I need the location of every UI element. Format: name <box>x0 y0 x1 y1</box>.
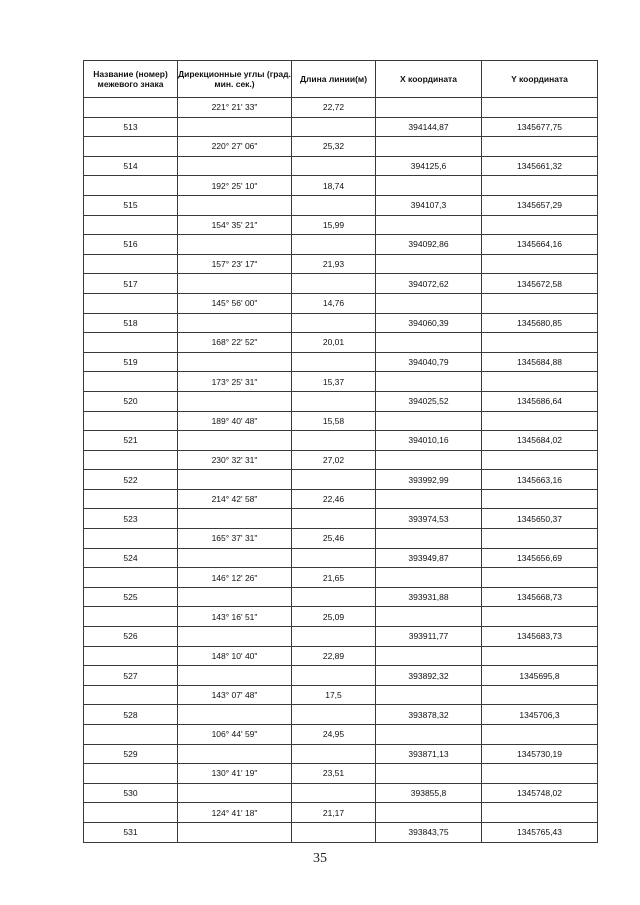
y-coordinate-cell <box>482 646 598 666</box>
y-coordinate-cell <box>482 215 598 235</box>
marker-name-cell <box>84 176 178 196</box>
y-coordinate-cell <box>482 568 598 588</box>
header-y-coordinate: Y координата <box>482 61 598 98</box>
x-coordinate-cell: 394072,62 <box>376 274 482 294</box>
table-row <box>84 98 598 118</box>
table-row <box>84 646 598 666</box>
y-coordinate-cell: 1345695,8 <box>482 666 598 686</box>
marker-name-cell <box>84 293 178 313</box>
x-coordinate-cell <box>376 607 482 627</box>
line-length-cell <box>292 548 376 568</box>
marker-name-cell <box>84 646 178 666</box>
line-length-cell <box>292 783 376 803</box>
y-coordinate-cell: 1345661,32 <box>482 156 598 176</box>
table-row <box>84 783 598 803</box>
x-coordinate-cell <box>376 176 482 196</box>
bearing-cell <box>178 117 292 137</box>
line-length-cell <box>292 274 376 294</box>
bearing-cell <box>178 431 292 451</box>
y-coordinate-cell <box>482 372 598 392</box>
marker-name-cell: 528 <box>84 705 178 725</box>
bearing-cell: 214° 42' 58" <box>178 489 292 509</box>
survey-table <box>83 60 598 843</box>
line-length-cell <box>292 117 376 137</box>
table-row <box>84 352 598 372</box>
line-length-cell <box>292 235 376 255</box>
bearing-cell <box>178 195 292 215</box>
bearing-cell <box>178 313 292 333</box>
y-coordinate-cell: 1345663,16 <box>482 470 598 490</box>
table-row <box>84 313 598 333</box>
table-row <box>84 725 598 745</box>
line-length-cell: 22,72 <box>292 98 376 118</box>
line-length-cell: 27,02 <box>292 450 376 470</box>
bearing-cell: 143° 16' 51" <box>178 607 292 627</box>
bearing-cell <box>178 666 292 686</box>
marker-name-cell: 514 <box>84 156 178 176</box>
table-row <box>84 685 598 705</box>
x-coordinate-cell: 393911,77 <box>376 627 482 647</box>
line-length-cell <box>292 627 376 647</box>
marker-name-cell <box>84 685 178 705</box>
y-coordinate-cell: 1345650,37 <box>482 509 598 529</box>
line-length-cell: 24,95 <box>292 725 376 745</box>
line-length-cell: 18,74 <box>292 176 376 196</box>
y-coordinate-cell: 1345672,58 <box>482 274 598 294</box>
y-coordinate-cell: 1345706,3 <box>482 705 598 725</box>
table-row <box>84 529 598 549</box>
bearing-cell: 189° 40' 48" <box>178 411 292 431</box>
table-row <box>84 391 598 411</box>
header-line-length: Длина линии(м) <box>292 61 376 98</box>
marker-name-cell <box>84 529 178 549</box>
x-coordinate-cell: 393949,87 <box>376 548 482 568</box>
bearing-cell <box>178 587 292 607</box>
table-header-row <box>84 61 598 98</box>
y-coordinate-cell <box>482 685 598 705</box>
x-coordinate-cell <box>376 333 482 353</box>
x-coordinate-cell <box>376 215 482 235</box>
table-row <box>84 156 598 176</box>
x-coordinate-cell <box>376 685 482 705</box>
marker-name-cell: 527 <box>84 666 178 686</box>
x-coordinate-cell: 394060,39 <box>376 313 482 333</box>
marker-name-cell: 530 <box>84 783 178 803</box>
bearing-cell <box>178 470 292 490</box>
marker-name-cell: 519 <box>84 352 178 372</box>
y-coordinate-cell: 1345686,64 <box>482 391 598 411</box>
table-row <box>84 274 598 294</box>
line-length-cell <box>292 313 376 333</box>
y-coordinate-cell <box>482 607 598 627</box>
table-row <box>84 744 598 764</box>
line-length-cell: 21,65 <box>292 568 376 588</box>
table-row <box>84 372 598 392</box>
line-length-cell: 14,76 <box>292 293 376 313</box>
table-row <box>84 568 598 588</box>
x-coordinate-cell: 394125,6 <box>376 156 482 176</box>
line-length-cell <box>292 391 376 411</box>
x-coordinate-cell <box>376 725 482 745</box>
line-length-cell <box>292 744 376 764</box>
x-coordinate-cell: 393843,75 <box>376 822 482 842</box>
bearing-cell <box>178 627 292 647</box>
x-coordinate-cell <box>376 98 482 118</box>
y-coordinate-cell <box>482 176 598 196</box>
y-coordinate-cell <box>482 803 598 823</box>
line-length-cell: 25,32 <box>292 137 376 157</box>
x-coordinate-cell <box>376 646 482 666</box>
bearing-cell: 143° 07' 48" <box>178 685 292 705</box>
bearing-cell <box>178 391 292 411</box>
x-coordinate-cell <box>376 137 482 157</box>
y-coordinate-cell: 1345677,75 <box>482 117 598 137</box>
marker-name-cell <box>84 607 178 627</box>
header-bearing: Дирекционные углы (град. мин. сек.) <box>178 61 292 98</box>
table-row <box>84 215 598 235</box>
bearing-cell: 168° 22' 52" <box>178 333 292 353</box>
table-row <box>84 293 598 313</box>
x-coordinate-cell: 394040,79 <box>376 352 482 372</box>
bearing-cell: 230° 32' 31" <box>178 450 292 470</box>
y-coordinate-cell <box>482 98 598 118</box>
x-coordinate-cell <box>376 568 482 588</box>
x-coordinate-cell: 393974,53 <box>376 509 482 529</box>
table-row <box>84 509 598 529</box>
marker-name-cell: 515 <box>84 195 178 215</box>
x-coordinate-cell <box>376 529 482 549</box>
bearing-cell <box>178 235 292 255</box>
x-coordinate-cell: 394010,16 <box>376 431 482 451</box>
x-coordinate-cell: 394025,52 <box>376 391 482 411</box>
marker-name-cell <box>84 725 178 745</box>
bearing-cell: 146° 12' 26" <box>178 568 292 588</box>
line-length-cell: 15,99 <box>292 215 376 235</box>
table-row <box>84 254 598 274</box>
line-length-cell <box>292 666 376 686</box>
page-number: 35 <box>313 851 327 866</box>
table-row <box>84 411 598 431</box>
bearing-cell <box>178 156 292 176</box>
x-coordinate-cell <box>376 293 482 313</box>
y-coordinate-cell <box>482 137 598 157</box>
line-length-cell: 23,51 <box>292 764 376 784</box>
y-coordinate-cell: 1345668,73 <box>482 587 598 607</box>
table-row <box>84 666 598 686</box>
marker-name-cell: 520 <box>84 391 178 411</box>
bearing-cell: 165° 37' 31" <box>178 529 292 549</box>
table-row <box>84 705 598 725</box>
y-coordinate-cell <box>482 293 598 313</box>
y-coordinate-cell <box>482 489 598 509</box>
bearing-cell: 130° 41' 19" <box>178 764 292 784</box>
x-coordinate-cell: 393931,88 <box>376 587 482 607</box>
x-coordinate-cell: 393878,32 <box>376 705 482 725</box>
marker-name-cell: 516 <box>84 235 178 255</box>
header-x-coordinate: X координата <box>376 61 482 98</box>
line-length-cell <box>292 587 376 607</box>
x-coordinate-cell <box>376 489 482 509</box>
bearing-cell <box>178 509 292 529</box>
marker-name-cell: 518 <box>84 313 178 333</box>
bearing-cell <box>178 783 292 803</box>
marker-name-cell <box>84 137 178 157</box>
marker-name-cell <box>84 254 178 274</box>
table-row <box>84 176 598 196</box>
x-coordinate-cell <box>376 372 482 392</box>
y-coordinate-cell: 1345765,43 <box>482 822 598 842</box>
bearing-cell: 148° 10' 40" <box>178 646 292 666</box>
line-length-cell: 25,09 <box>292 607 376 627</box>
y-coordinate-cell: 1345664,16 <box>482 235 598 255</box>
table-row <box>84 470 598 490</box>
bearing-cell: 173° 25' 31" <box>178 372 292 392</box>
table-row <box>84 235 598 255</box>
line-length-cell <box>292 509 376 529</box>
bearing-cell: 124° 41' 18" <box>178 803 292 823</box>
y-coordinate-cell <box>482 411 598 431</box>
bearing-cell: 192° 25' 10" <box>178 176 292 196</box>
marker-name-cell: 522 <box>84 470 178 490</box>
bearing-cell: 154° 35' 21" <box>178 215 292 235</box>
line-length-cell: 17,5 <box>292 685 376 705</box>
table-row <box>84 431 598 451</box>
line-length-cell: 21,17 <box>292 803 376 823</box>
y-coordinate-cell <box>482 725 598 745</box>
line-length-cell: 21,93 <box>292 254 376 274</box>
marker-name-cell: 531 <box>84 822 178 842</box>
marker-name-cell <box>84 411 178 431</box>
table-row <box>84 627 598 647</box>
bearing-cell: 106° 44' 59" <box>178 725 292 745</box>
x-coordinate-cell: 393855,8 <box>376 783 482 803</box>
marker-name-cell <box>84 489 178 509</box>
marker-name-cell: 513 <box>84 117 178 137</box>
marker-name-cell: 523 <box>84 509 178 529</box>
bearing-cell <box>178 744 292 764</box>
line-length-cell: 15,58 <box>292 411 376 431</box>
bearing-cell: 145° 56' 00" <box>178 293 292 313</box>
line-length-cell <box>292 431 376 451</box>
marker-name-cell <box>84 215 178 235</box>
marker-name-cell: 529 <box>84 744 178 764</box>
y-coordinate-cell: 1345684,88 <box>482 352 598 372</box>
marker-name-cell: 526 <box>84 627 178 647</box>
marker-name-cell <box>84 568 178 588</box>
y-coordinate-cell: 1345680,85 <box>482 313 598 333</box>
header-marker-name: Название (номер) межевого знака <box>84 61 178 98</box>
x-coordinate-cell: 393871,13 <box>376 744 482 764</box>
line-length-cell <box>292 822 376 842</box>
table-row <box>84 489 598 509</box>
x-coordinate-cell: 393892,32 <box>376 666 482 686</box>
table-row <box>84 117 598 137</box>
y-coordinate-cell: 1345748,02 <box>482 783 598 803</box>
table-row <box>84 548 598 568</box>
line-length-cell: 22,89 <box>292 646 376 666</box>
line-length-cell <box>292 352 376 372</box>
table-row <box>84 803 598 823</box>
table-row <box>84 137 598 157</box>
y-coordinate-cell <box>482 764 598 784</box>
marker-name-cell: 525 <box>84 587 178 607</box>
y-coordinate-cell <box>482 254 598 274</box>
line-length-cell <box>292 705 376 725</box>
marker-name-cell: 524 <box>84 548 178 568</box>
marker-name-cell <box>84 450 178 470</box>
bearing-cell <box>178 548 292 568</box>
bearing-cell <box>178 274 292 294</box>
x-coordinate-cell: 394144,87 <box>376 117 482 137</box>
bearing-cell <box>178 705 292 725</box>
line-length-cell <box>292 470 376 490</box>
x-coordinate-cell <box>376 411 482 431</box>
table-row <box>84 764 598 784</box>
y-coordinate-cell <box>482 450 598 470</box>
table-row <box>84 333 598 353</box>
table-row <box>84 195 598 215</box>
line-length-cell: 15,37 <box>292 372 376 392</box>
marker-name-cell <box>84 372 178 392</box>
line-length-cell <box>292 195 376 215</box>
x-coordinate-cell: 394092,86 <box>376 235 482 255</box>
bearing-cell <box>178 822 292 842</box>
y-coordinate-cell: 1345683,73 <box>482 627 598 647</box>
table-row <box>84 587 598 607</box>
marker-name-cell <box>84 764 178 784</box>
y-coordinate-cell: 1345684,02 <box>482 431 598 451</box>
line-length-cell: 22,46 <box>292 489 376 509</box>
y-coordinate-cell <box>482 529 598 549</box>
marker-name-cell: 517 <box>84 274 178 294</box>
marker-name-cell: 521 <box>84 431 178 451</box>
y-coordinate-cell: 1345730,19 <box>482 744 598 764</box>
x-coordinate-cell <box>376 254 482 274</box>
table-row <box>84 450 598 470</box>
x-coordinate-cell <box>376 450 482 470</box>
marker-name-cell <box>84 98 178 118</box>
y-coordinate-cell: 1345657,29 <box>482 195 598 215</box>
bearing-cell: 220° 27' 06" <box>178 137 292 157</box>
bearing-cell <box>178 352 292 372</box>
x-coordinate-cell: 393992,99 <box>376 470 482 490</box>
table-body <box>84 98 598 843</box>
x-coordinate-cell <box>376 764 482 784</box>
line-length-cell: 20,01 <box>292 333 376 353</box>
bearing-cell: 157° 23' 17" <box>178 254 292 274</box>
bearing-cell: 221° 21' 33" <box>178 98 292 118</box>
line-length-cell: 25,46 <box>292 529 376 549</box>
x-coordinate-cell: 394107,3 <box>376 195 482 215</box>
table-row <box>84 607 598 627</box>
y-coordinate-cell <box>482 333 598 353</box>
x-coordinate-cell <box>376 803 482 823</box>
marker-name-cell <box>84 333 178 353</box>
line-length-cell <box>292 156 376 176</box>
marker-name-cell <box>84 803 178 823</box>
table-row <box>84 822 598 842</box>
y-coordinate-cell: 1345656,69 <box>482 548 598 568</box>
